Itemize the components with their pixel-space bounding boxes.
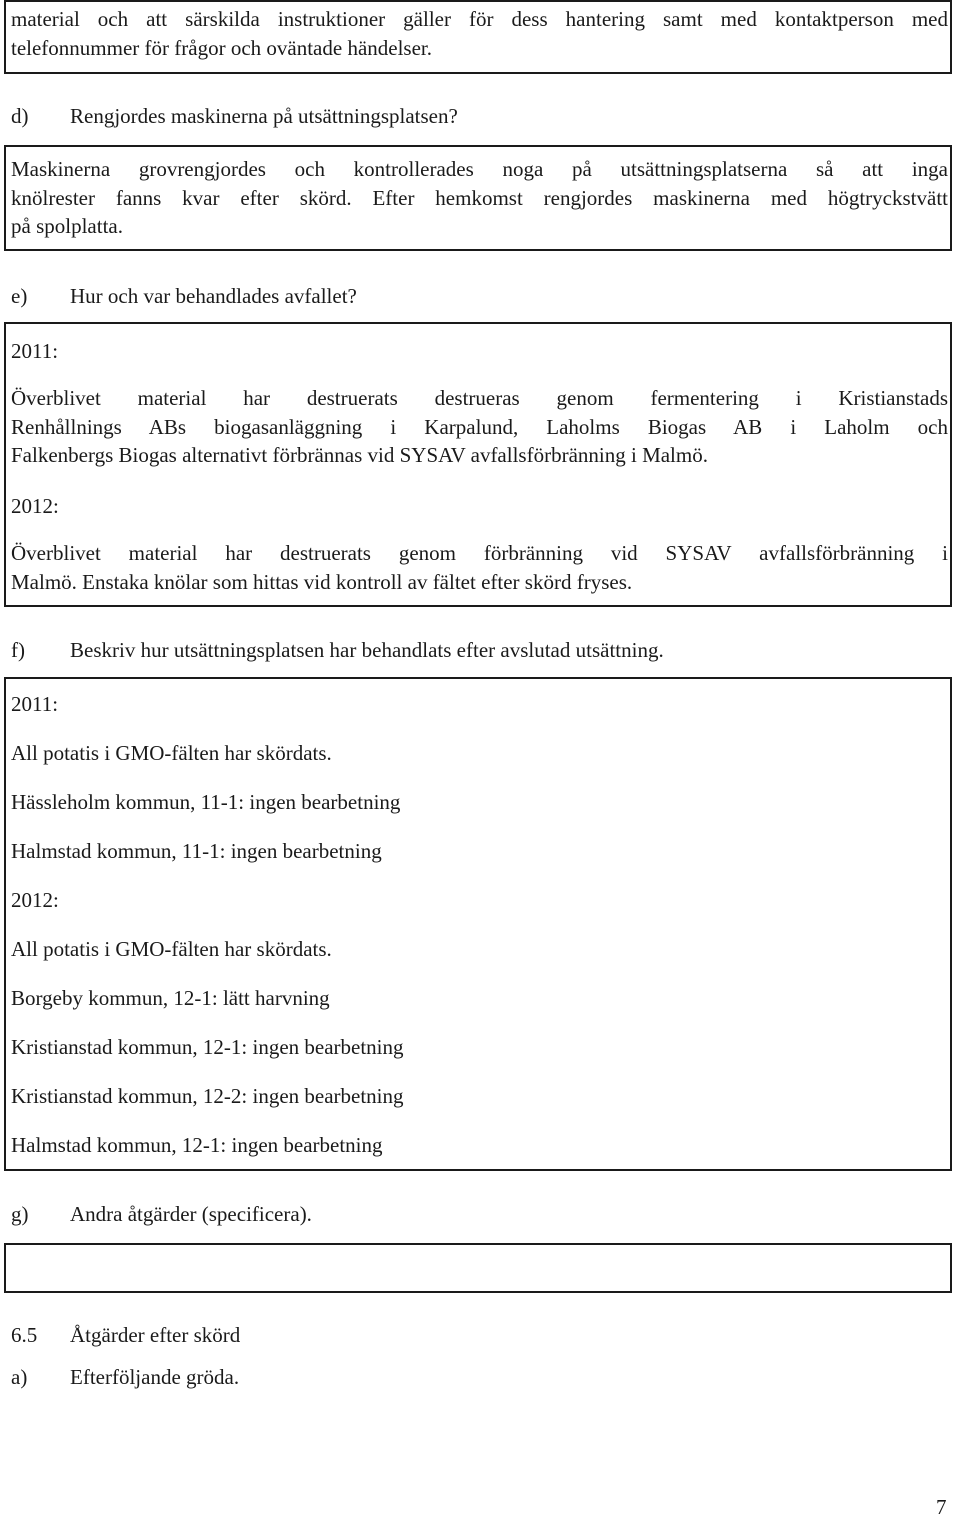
list-item: Hässleholm kommun, 11-1: ingen bearbetning [11,790,401,814]
list-item: Kristianstad kommun, 12-1: ingen bearbetning [11,1035,404,1059]
year-2011-heading: 2011: [11,339,59,363]
answer-e-2012-line-2: Malmö. Enstaka knölar som hittas vid kontroll av fältet efter skörd fryses. [11,569,633,594]
list-item: Borgeby kommun, 12-1: lätt harvning [11,986,330,1010]
answer-e-2011-line-1: Överblivet material har destruerats destrueras genom fermentering i Kristianstads [11,386,948,410]
answer-d-line-3: på spolplatta. [11,214,123,238]
answer-c-line-2: telefonnummer för frågor och oväntade händelser. [11,35,432,60]
list-item: Halmstad kommun, 11-1: ingen bearbetning [11,839,382,863]
year-2012-heading: 2012: [11,888,59,912]
answer-e-2012-line-1: Överblivet material har destruerats genom förbränning vid SYSAV avfallsförbränning i [11,541,948,565]
answer-c-text [11,5,948,62]
answer-e-2011-text [11,384,948,470]
answer-e-2011-line-3: Falkenbergs Biogas alternativt förbrännas vid SYSAV avfallsförbränning i Malmö. [11,443,708,467]
section-title: Åtgärder efter skörd [70,1323,241,1347]
answer-e-2011-line-2: Renhållnings ABs biogasanläggning i Karpalund, Laholms Biogas AB i Laholm och [11,414,948,439]
page-number: 7 [936,1495,947,1519]
list-item: All potatis i GMO-fälten har skördats. [11,937,332,961]
answer-c-line-1: material och att särskilda instruktioner gäller för dess hantering samt med kontaktperson med [11,7,948,31]
answer-d-line-2: knölrester fanns kvar efter skörd. Efter hemkomst rengjordes maskinerna med högtryckstvätt [11,185,948,210]
answer-d-line-1: Maskinerna grovrengjordes och kontrollerades noga på utsättningsplatserna så att inga [11,157,948,181]
section-number: 6.5 [11,1323,38,1347]
question-g-label: g) [11,1202,29,1226]
question-f-label: f) [11,638,25,662]
question-a-text: Efterföljande gröda. [70,1365,240,1389]
year-2012-heading: 2012: [11,494,59,518]
answer-box-g [4,1243,952,1293]
question-e-text: Hur och var behandlades avfallet? [70,284,357,308]
answer-e-2012-text [11,539,948,596]
question-f-text: Beskriv hur utsättningsplatsen har behandlats efter avslutad utsättning. [70,638,664,662]
question-d-label: d) [11,104,29,128]
answer-d-text [11,155,948,241]
list-item: Kristianstad kommun, 12-2: ingen bearbetning [11,1084,404,1108]
year-2011-heading: 2011: [11,692,59,716]
list-item: Halmstad kommun, 12-1: ingen bearbetning [11,1133,383,1157]
question-d-text: Rengjordes maskinerna på utsättningsplatsen? [70,104,458,128]
question-a-label: a) [11,1365,28,1389]
list-item: All potatis i GMO-fälten har skördats. [11,741,332,765]
question-g-text: Andra åtgärder (specificera). [70,1202,312,1226]
question-e-label: e) [11,284,28,308]
